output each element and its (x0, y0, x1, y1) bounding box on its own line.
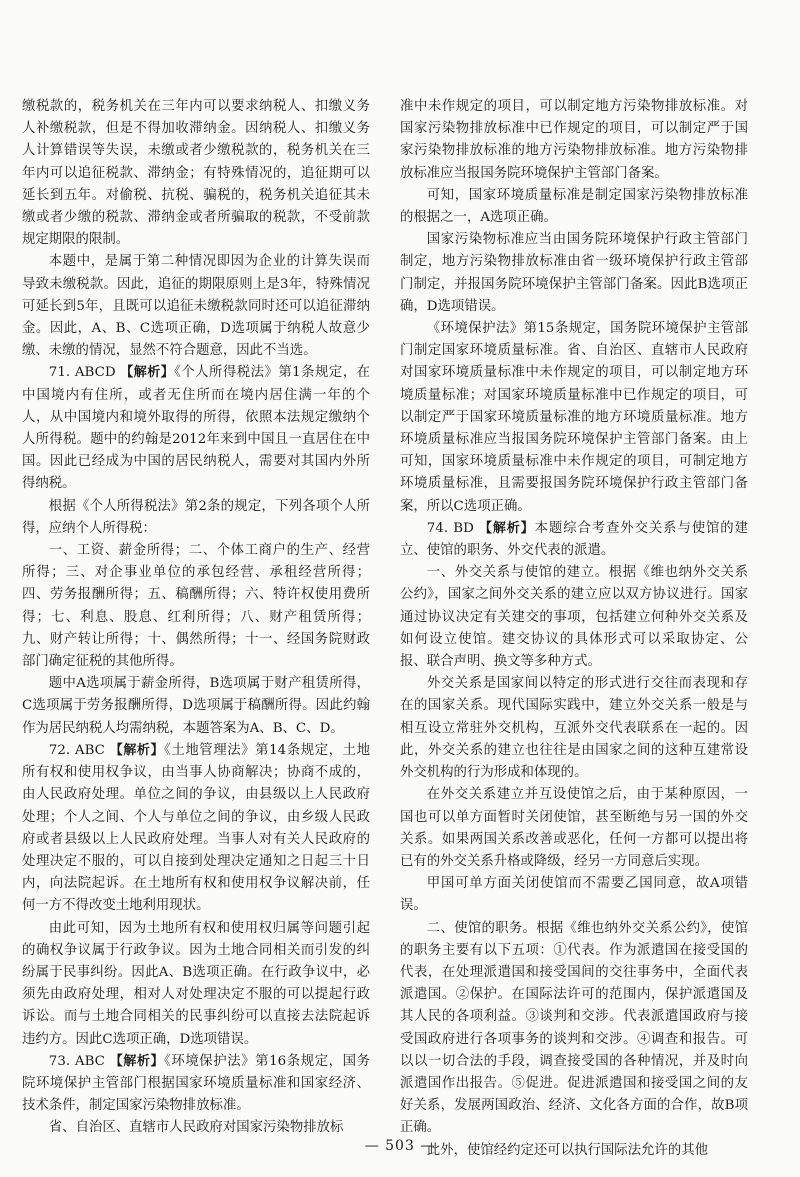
answer-73 (22, 1051, 370, 1118)
paragraph: 《环境保护法》第16条规定，国务院环境保护主管部门根据国家环境质量标准和国家经济、技术条件，制定国家污染物排放标准。 (22, 1053, 370, 1114)
answer-72 (22, 740, 370, 918)
paragraph: 国家污染物标准应当由国务院环境保护行政主管部门制定，地方污染物排放标准由省一级环境保护行政主管部门制定，并报国务院环境保护主管部门备案。因此B选项正确，D选项错误。 (400, 232, 748, 314)
paragraph: 本题中，是属于第二种情况即因为企业的计算失误而导致未缴税款。因此，追征的期限原则上是3年，特殊情况可延长到5年，且既可以追征未缴税款同时还可以追征滞纳金。因此，A、B、C选项正确，D选项属于纳税人故意少缴、未缴的情况，显然不符合题意，因此不当选。 (22, 254, 370, 359)
analysis-tag: 【解析】 (109, 742, 165, 758)
analysis-tag: 【解析】 (120, 365, 175, 381)
page-number: — 503 — (364, 1138, 436, 1154)
paragraph: 此外，使馆经约定还可以执行国际法允许的其他 (426, 1142, 708, 1158)
paragraph: 《个人所得税法》第1条规定，在中国境内有住所，或者无住所而在境内居住满一年的个人，从中国境内和境外取得的所得，依照本法规定缴纳个人所得税。题中的约翰是2012年来到中国且一直居住在中国。因此已经成为中国的居民纳税人，需要对其国内外所得纳税。 (22, 365, 370, 492)
answer-74 (400, 518, 748, 562)
question-number: 72. ABC (48, 742, 105, 758)
answer-71 (22, 362, 370, 495)
paragraph: 题中A选项属于薪金所得，B选项属于财产租赁所得，C选项属于劳务报酬所得，D选项属于稿酬所得。因此约翰作为居民纳税人均需纳税，本题答案为A、B、C、D。 (22, 676, 370, 736)
paragraph: 省、自治区、直辖市人民政府对国家污染物排放标 (48, 1120, 344, 1136)
paragraph: 外交关系是国家间以特定的形式进行交往而表现和存在的国家关系。现代国际实践中，建立外交关系一般是与相互设立常驻外交机构，互派外交代表联系在一起的。因此，外交关系的建立也往往是由国家之间的这种互建常设外交机构的行为形成和体现的。 (400, 676, 748, 781)
paragraph: 在外交关系建立并互设使馆之后，由于某种原因，一国也可以单方面暂时关闭使馆，甚至断绝与另一国的外交关系。如果两国关系改善或恶化，任何一方都可以提出将已有的外交关系升格或降级，经另一方同意后实现。 (400, 787, 748, 869)
paragraph: 一、工资、薪金所得；二、个体工商户的生产、经营所得；三、对企事业单位的承包经营、承租经营所得；四、劳务报酬所得；五、稿酬所得；六、特许权使用费所得；七、利息、股息、红利所得；八、财产租赁所得；九、财产转让所得；十、偶然所得；十一、经国务院财政部门确定征税的其他所得。 (22, 543, 370, 670)
paragraph: 本题综合考查外交关系与使馆的建立、使馆的职务、外交代表的派遣。 (400, 520, 748, 559)
paragraph: 根据《个人所得税法》第2条的规定，下列各项个人所得，应纳个人所得税： (22, 498, 370, 536)
paragraph: 准中未作规定的项目，可以制定地方污染物排放标准。对国家污染物排放标准中已作规定的项目，可以制定严于国家污染物排放标准的地方污染物排放标准。地方污染物排放标准应当报国务院环境保护主管部门备案。 (400, 99, 748, 181)
paragraph: 《环境保护法》第15条规定，国务院环境保护主管部门制定国家环境质量标准。省、自治区、直辖市人民政府对国家环境质量标准中未作规定的项目，可以制定地方环境质量标准；对国家环境质量标准中已作规定的项目，可以制定严于国家环境质量标准的地方环境质量标准。地方环境质量标准应当报国务院环境保护主管部门备案。由上可知，国家环境质量标准中未作规定的项目，可制定地方环境质量标准，且需要报国务院环境保护行政主管部门备案，所以C选项正确。 (400, 321, 748, 514)
paragraph: 缴税款的，税务机关在三年内可以要求纳税人、扣缴义务人补缴税款，但是不得加收滞纳金。因纳税人、扣缴义务人计算错误等失误，未缴或者少缴税款的，税务机关在三年内可以追征税款、滞纳金；有特殊情况的，追征期可以延长到五年。对偷税、抗税、骗税的，税务机关追征其未缴或者少缴的税款、滞纳金或者所骗取的税款，不受前款规定期限的限制。 (22, 99, 370, 248)
right-column (400, 96, 748, 1162)
analysis-tag: 【解析】 (109, 1053, 165, 1069)
question-number: 73. ABC (48, 1053, 105, 1069)
analysis-tag: 【解析】 (478, 520, 535, 536)
paragraph: 二、使馆的职务。根据《维也纳外交关系公约》，使馆的职务主要有以下五项：①代表。作为派遣国在接受国的代表，在处理派遣国和接受国间的交往事务中，全面代表派遣国。②保护。在国际法许可的范围内，保护派遣国及其人民的各项利益。③谈判和交涉。代表派遣国政府与接受国政府进行各项事务的谈判和交涉。④调查和报告。可以以一切合法的手段，调查接受国的各种情况，并及时向派遣国作出报告。⑤促进。促进派遣国和接受国之间的友好关系，发展两国政治、经济、文化各方面的合作，故B项正确。 (400, 920, 748, 1136)
paragraph: 《土地管理法》第14条规定，土地所有权和使用权争议，由当事人协商解决；协商不成的，由人民政府处理。单位之间的争议，由县级以上人民政府处理；个人之间、个人与单位之间的争议，由乡级人民政府或者县级以上人民政府处理。当事人对有关人民政府的处理决定不服的，可以自接到处理决定通知之日起三十日内，向法院起诉。在土地所有权和使用权争议解决前，任何一方不得改变土地利用现状。 (22, 742, 370, 914)
paragraph: 由此可知，因为土地所有权和使用权归属等问题引起的确权争议属于行政争议。因为土地合同相关而引发的纠纷属于民事纠纷。因此A、B选项正确。在行政争议中，必须先由政府处理，相对人对处理决定不服的可以提起行政诉讼。而与土地合同相关的民事纠纷可以直接去法院起诉违约方。因此C选项正确，D选项错误。 (22, 920, 370, 1047)
left-column (22, 96, 370, 1140)
paragraph: 可知，国家环境质量标准是制定国家污染物排放标准的根据之一，A选项正确。 (400, 187, 748, 226)
question-number: 74. BD (426, 520, 474, 536)
question-number: 71. ABCD (48, 365, 116, 381)
paragraph: 一、外交关系与使馆的建立。根据《维也纳外交关系公约》，国家之间外交关系的建立应以双方协议进行。国家通过协议决定有关建交的事项，包括建立何种外交关系及如何设立使馆。建交协议的具体形式可以采取协定、公报、联合声明、换文等多种方式。 (400, 565, 748, 670)
paragraph: 甲国可单方面关闭使馆而不需要乙国同意，故A项错误。 (400, 876, 748, 914)
